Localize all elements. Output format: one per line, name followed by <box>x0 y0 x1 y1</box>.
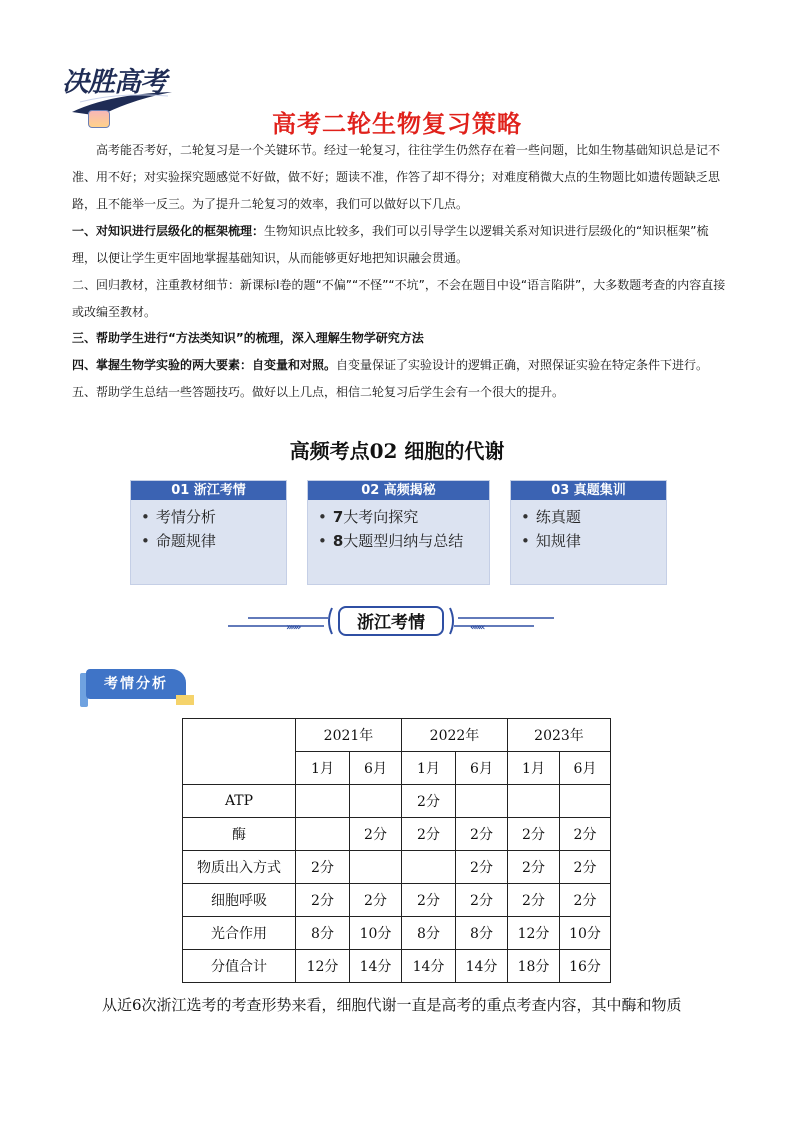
card-1-item: • 命题规律 <box>141 529 216 553</box>
table-row-label: 物质出入方式 <box>183 851 296 884</box>
point-5 <box>72 379 728 406</box>
table-month-header: 1月 <box>508 752 560 785</box>
point-4-text: 自变量保证了实验设计的逻辑正确，对照保证实验在特定条件下进行。 <box>336 358 709 372</box>
table-cell: 2分 <box>508 818 560 851</box>
point-3 <box>72 325 728 352</box>
left-arrows-icon: »»» <box>286 622 300 633</box>
table-cell: 8分 <box>402 917 456 950</box>
table-cell: 2分 <box>456 818 508 851</box>
intro-text: 高考能否考好，二轮复习是一个关键环节。经过一轮复习，往往学生仍然存在着一些问题，比如生物基础知识总是记不准、用不好；对实验探究题感觉不好做，做不好；题读不准，作答了却不得分；对难度稍微大点的生物题比如遗传题缺乏思路，且不能举一反三。为了提升二轮复习的效率，我们可以做好以下几点。 <box>72 143 721 211</box>
point-1-bold: 一、对知识进行层级化的框架梳理： <box>72 224 265 238</box>
table-row <box>183 851 611 884</box>
table-row <box>183 719 611 752</box>
table-cell: 2分 <box>296 884 350 917</box>
table-row <box>183 950 611 983</box>
table-cell: 2分 <box>508 851 560 884</box>
table-cell: 18分 <box>508 950 560 983</box>
page-title: 高考二轮生物复习策略 <box>272 110 522 138</box>
table-month-header: 6月 <box>350 752 402 785</box>
card-3-item: • 练真题 <box>521 505 581 529</box>
table-cell: 2分 <box>560 818 611 851</box>
card-3-head: 03 真题集训 <box>511 481 666 500</box>
table-row-label: 酶 <box>183 818 296 851</box>
right-arrows-icon: ««« <box>470 622 484 633</box>
analysis-paragraph: 从近6次浙江选考的考查形势来看，细胞代谢一直是高考的重点考查内容，其中酶和物质 <box>102 996 682 1014</box>
table-row <box>183 917 611 950</box>
table-cell: 2分 <box>456 851 508 884</box>
table-row-label: ATP <box>183 785 296 818</box>
point-3-bold: 三、帮助学生进行“方法类知识”的梳理，深入理解生物学研究方法 <box>72 331 424 345</box>
card-2-head: 02 高频揭秘 <box>308 481 489 500</box>
card-3-item: • 知规律 <box>521 529 581 553</box>
table-cell: 8分 <box>296 917 350 950</box>
table-year-header: 2023年 <box>508 719 611 752</box>
section-tag <box>80 667 195 707</box>
intro-paragraph <box>72 137 728 218</box>
table-year-header: 2022年 <box>402 719 508 752</box>
exam-stat-table <box>182 718 611 983</box>
table-cell: 2分 <box>402 818 456 851</box>
banner-label: 浙江考情 <box>338 606 444 636</box>
table-cell <box>350 785 402 818</box>
table-month-header: 6月 <box>456 752 508 785</box>
table-cell <box>456 785 508 818</box>
tag-book-icon <box>176 695 194 705</box>
table-cell <box>296 818 350 851</box>
point-5-text: 五、帮助学生总结一些答题技巧。做好以上几点，相信二轮复习后学生会有一个很大的提升。 <box>72 385 565 399</box>
table-cell <box>296 785 350 818</box>
table-cell <box>508 785 560 818</box>
table-cell: 2分 <box>508 884 560 917</box>
table-cell: 2分 <box>402 785 456 818</box>
table-cell <box>560 785 611 818</box>
table-month-header: 1月 <box>402 752 456 785</box>
table-cell: 10分 <box>560 917 611 950</box>
card-2-item: • 8大题型归纳与总结 <box>318 529 463 553</box>
table-cell: 12分 <box>508 917 560 950</box>
tag-label: 考情分析 <box>86 669 186 699</box>
table-cell: 2分 <box>560 884 611 917</box>
table-corner-cell <box>183 719 296 785</box>
point-2 <box>72 272 728 326</box>
point-1 <box>72 218 728 272</box>
table-cell: 10分 <box>350 917 402 950</box>
table-cell: 2分 <box>296 851 350 884</box>
card-2-item: • 7大考向探究 <box>318 505 463 529</box>
point-4-bold: 四、掌握生物学实验的两大要素：自变量和对照。 <box>72 358 337 372</box>
table-row <box>183 818 611 851</box>
table-row-label: 光合作用 <box>183 917 296 950</box>
table-cell: 2分 <box>560 851 611 884</box>
point-4 <box>72 352 728 379</box>
table-year-header: 2021年 <box>296 719 402 752</box>
table-month-header: 6月 <box>560 752 611 785</box>
table-cell: 8分 <box>456 917 508 950</box>
table-row-label: 分值合计 <box>183 950 296 983</box>
table-cell: 2分 <box>350 884 402 917</box>
table-cell: 12分 <box>296 950 350 983</box>
table-cell: 14分 <box>350 950 402 983</box>
table-cell: 2分 <box>350 818 402 851</box>
section-banner <box>228 604 554 640</box>
card-1-item: • 考情分析 <box>141 505 216 529</box>
table-cell: 2分 <box>402 884 456 917</box>
point-1-text: 生物知识点比较多，我们可以引导学生以逻辑关系对知识进行层级化的“知识框架”梳理，以便让学生更牢固地掌握基础知识，从而能够更好地把知识融会贯通。 <box>72 224 709 265</box>
card-real-exam <box>510 480 667 585</box>
table-cell <box>402 851 456 884</box>
table-cell: 14分 <box>456 950 508 983</box>
table-row-label: 细胞呼吸 <box>183 884 296 917</box>
point-2-text: 二、回归教材，注重教材细节：新课标Ⅰ卷的题“不偏”“不怪”“不坑”，不会在题目中设“语言陷阱”，大多数题考查的内容直接或改编至教材。 <box>72 278 726 319</box>
section-title: 高频考点02 细胞的代谢 <box>289 439 505 463</box>
table-cell: 16分 <box>560 950 611 983</box>
table-row <box>183 884 611 917</box>
table-month-header: 1月 <box>296 752 350 785</box>
table-cell <box>350 851 402 884</box>
table-row <box>183 785 611 818</box>
table-cell: 14分 <box>402 950 456 983</box>
logo-text: 决胜高考 <box>62 67 166 98</box>
card-zhejiang-situation <box>130 480 287 585</box>
card-1-head: 01 浙江考情 <box>131 481 286 500</box>
table-cell: 2分 <box>456 884 508 917</box>
card-high-frequency <box>307 480 490 585</box>
